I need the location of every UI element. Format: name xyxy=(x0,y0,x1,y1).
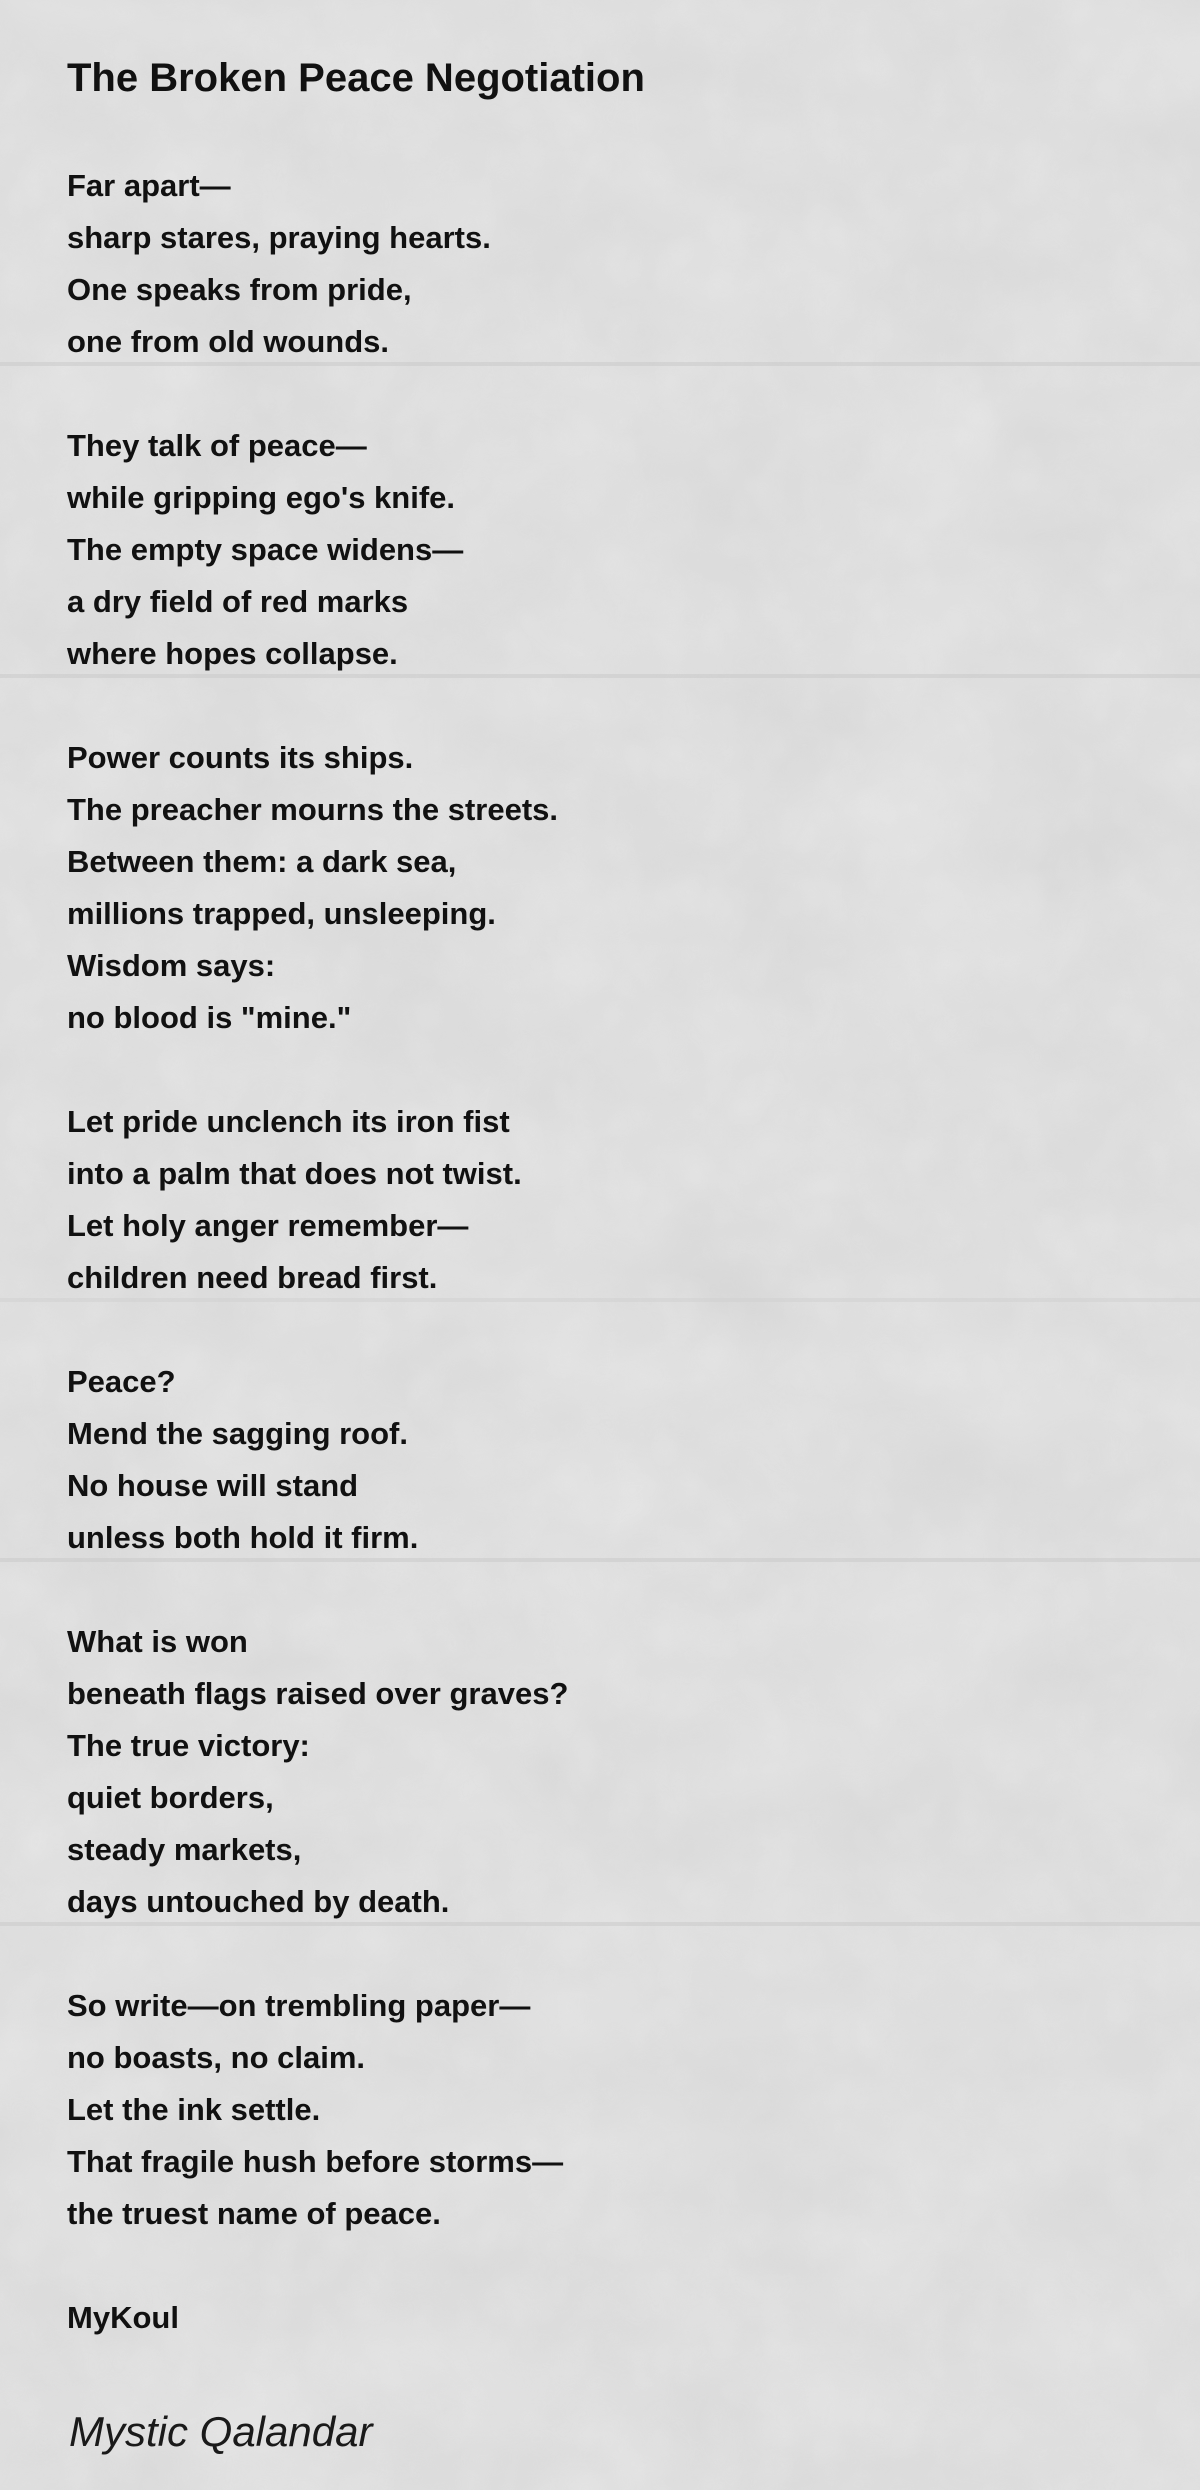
poem-line: no boasts, no claim. xyxy=(67,2040,365,2075)
poem-author: MyKoul xyxy=(67,2300,179,2335)
poem-line: Let the ink settle. xyxy=(67,2092,321,2127)
poem-line: One speaks from pride, xyxy=(67,272,412,307)
poem-line: The true victory: xyxy=(67,1728,310,1763)
poem-line: Wisdom says: xyxy=(67,948,276,983)
poem-stanza xyxy=(67,732,1127,1044)
poem-line: They talk of peace— xyxy=(67,428,367,463)
poem-line: while gripping ego's knife. xyxy=(67,480,456,515)
poem-stanza xyxy=(67,1616,1127,1928)
poem-line: sharp stares, praying hearts. xyxy=(67,220,491,255)
poem-line: beneath flags raised over graves? xyxy=(67,1676,569,1711)
poem-body xyxy=(67,160,1127,2240)
poem-line: Far apart— xyxy=(67,168,231,203)
poem-line: Let holy anger remember— xyxy=(67,1208,469,1243)
poem-stanza xyxy=(67,160,1127,368)
poem-line: The preacher mourns the streets. xyxy=(67,792,558,827)
poem-line: where hopes collapse. xyxy=(67,636,398,671)
poem-line: So write—on trembling paper— xyxy=(67,1988,531,2023)
poem-line: days untouched by death. xyxy=(67,1884,450,1919)
poem-line: one from old wounds. xyxy=(67,324,390,359)
poem-line: unless both hold it firm. xyxy=(67,1520,419,1555)
poem-title: The Broken Peace Negotiation xyxy=(67,56,645,100)
signature: Mystic Qalandar xyxy=(69,2408,373,2455)
poem-line: That fragile hush before storms— xyxy=(67,2144,564,2179)
poem-line: Power counts its ships. xyxy=(67,740,414,775)
poem-line: a dry field of red marks xyxy=(67,584,409,619)
poem-line: No house will stand xyxy=(67,1468,359,1503)
poem-stanza xyxy=(67,1356,1127,1564)
poem-stanza xyxy=(67,1980,1127,2240)
poem-line: quiet borders, xyxy=(67,1780,274,1815)
poem-line: no blood is "mine." xyxy=(67,1000,352,1035)
poem-line: Let pride unclench its iron fist xyxy=(67,1104,510,1139)
poem-line: Mend the sagging roof. xyxy=(67,1416,408,1451)
poem-stanza xyxy=(67,1096,1127,1304)
poem-stanza xyxy=(67,420,1127,680)
poem-line: What is won xyxy=(67,1624,248,1659)
poem-line: the truest name of peace. xyxy=(67,2196,441,2231)
poem-line: Peace? xyxy=(67,1364,176,1399)
poem-line: steady markets, xyxy=(67,1832,302,1867)
poem-line: children need bread first. xyxy=(67,1260,438,1295)
poem-container xyxy=(67,48,1127,2460)
poem-line: Between them: a dark sea, xyxy=(67,844,457,879)
poem-line: The empty space widens— xyxy=(67,532,464,567)
poem-line: millions trapped, unsleeping. xyxy=(67,896,496,931)
poem-line: into a palm that does not twist. xyxy=(67,1156,522,1191)
